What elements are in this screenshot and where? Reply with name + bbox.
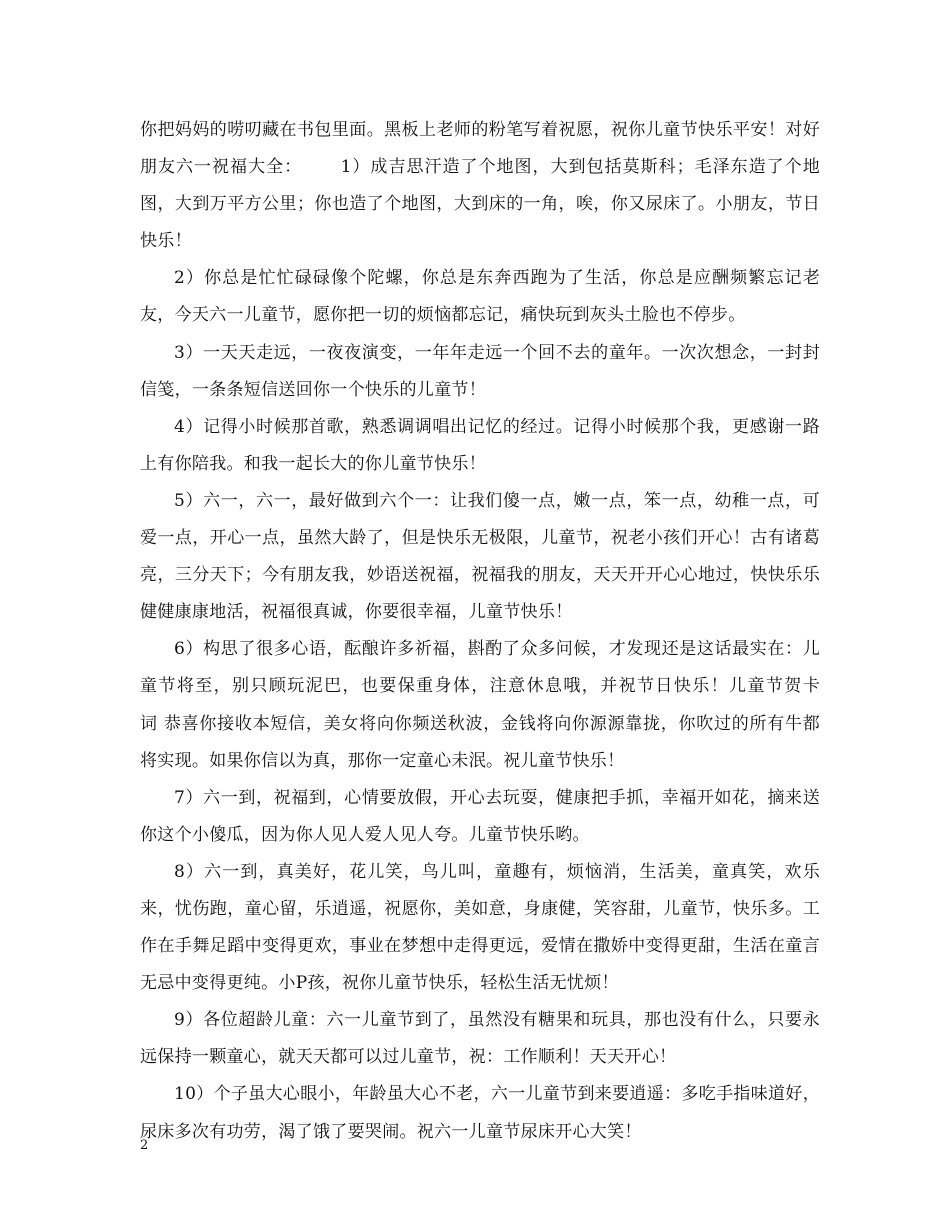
paragraph-2: 2）你总是忙忙碌碌像个陀螺，你总是东奔西跑为了生活，你总是应酬频繁忘记老友，今天六一儿童节，愿你把一切的烦恼都忘记，痛快玩到灰头土脸也不停步。 [140, 268, 820, 326]
paragraph-5: 5）六一，六一，最好做到六个一：让我们傻一点，嫩一点，笨一点，幼稚一点，可爱一点，开心一点，虽然大龄了，但是快乐无极限，儿童节，祝老小孩们开心！古有诸葛亮，三分天下；今有朋友我，妙语送祝福，祝福我的朋友，天天开开心心地过，快快乐乐健健康康地活，祝福很真诚，你要很幸福，儿童节快乐！ [140, 490, 820, 623]
paragraph-4: 4）记得小时候那首歌，熟悉调调唱出记忆的经过。记得小时候那个我，更感谢一路上有你陪我。和我一起长大的你儿童节快乐！ [140, 416, 820, 474]
paragraph-8: 8）六一到，真美好，花儿笑，鸟儿叫，童趣有，烦恼消，生活美，童真笑，欢乐来，忧伤跑，童心留，乐逍遥，祝愿你，美如意，身康健，笑容甜，儿童节，快乐多。工作在手舞足蹈中变得更欢，事业在梦想中走得更远，爱情在撒娇中变得更甜，生活在童言无忌中变得更纯。小P孩，祝你儿童节快乐，轻松生活无忧烦！ [140, 861, 820, 994]
page-number: 2 [140, 1138, 149, 1153]
paragraph-9: 9）各位超龄儿童：六一儿童节到了，虽然没有糖果和玩具，那也没有什么，只要永远保持一颗童心，就天天都可以过儿童节，祝：工作顺利！天天开心！ [140, 1010, 820, 1068]
page-body [140, 112, 820, 1151]
paragraph-7: 7）六一到，祝福到，心情要放假，开心去玩耍，健康把手抓，幸福开如花，摘来送你这个小傻瓜，因为你人见人爱人见人夸。儿童节快乐哟。 [140, 787, 820, 845]
paragraph-6: 6）构思了很多心语，酝酿许多祈福，斟酌了众多问候，才发现还是这话最实在：儿童节将至，别只顾玩泥巴，也要保重身体，注意休息哦，并祝节日快乐！儿童节贺卡词 恭喜你接收本短信，美女将向你频送秋波，金钱将向你源源靠拢，你吹过的所有牛都将实现。如果你信以为真，那你一定童心未泯。祝儿童节快乐！ [140, 639, 820, 771]
paragraph-10: 10）个子虽大心眼小，年龄虽大心不老，六一儿童节到来要逍遥：多吃手指味道好，尿床多次有功劳，渴了饿了要哭闹。祝六一儿童节尿床开心大笑！ [140, 1084, 820, 1142]
paragraph-1: 你把妈妈的唠叨藏在书包里面。黑板上老师的粉笔写着祝愿，祝你儿童节快乐平安！对好朋友六一祝福大全： 1）成吉思汗造了个地图，大到包括莫斯科；毛泽东造了个地图，大到万平方公里；你也造了个地图，大到床的一角，唉，你又尿床了。小朋友，节日快乐！ [140, 120, 820, 252]
paragraph-3: 3）一天天走远，一夜夜演变，一年年走远一个回不去的童年。一次次想念，一封封信笺，一条条短信送回你一个快乐的儿童节！ [140, 342, 820, 400]
